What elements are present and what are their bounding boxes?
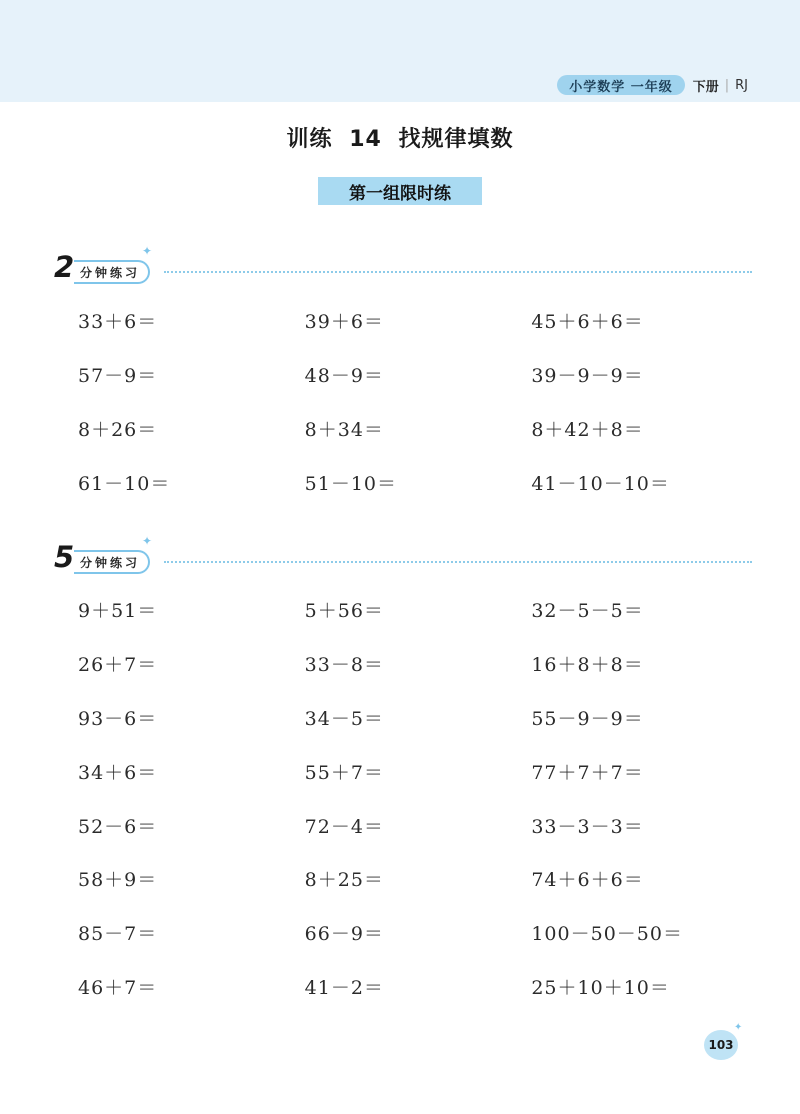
splash-icon: ✦ [734,1022,743,1033]
exercise-row [78,852,758,906]
section-label: 分钟练习 [74,550,150,574]
exercise-item: 45＋6＋6＝ [531,311,644,334]
section-minutes: 2 [54,250,75,284]
exercise-item: 32－5－5＝ [531,600,644,623]
exercise-item: 5＋56＝ [304,600,384,623]
exercise-item: 41－10－10＝ [531,472,670,495]
exercise-item: 8＋26＝ [78,418,158,441]
exercise-item: 72－4＝ [304,815,384,838]
exercise-item: 52－6＝ [78,815,158,838]
exercise-item: 9＋51＝ [78,600,158,623]
exercise-row [78,960,758,1014]
exercise-item: 8＋42＋8＝ [531,418,644,441]
exercise-item: 93－6＝ [78,707,158,730]
exercise-item: 85－7＝ [78,923,158,946]
book-tag [557,74,748,96]
exercise-row [78,402,758,456]
splash-icon: ✦ [142,534,153,548]
exercise-row [78,906,758,960]
exercise-item: 55＋7＝ [304,761,384,784]
page-title: 训练 14 找规律填数 [286,127,514,152]
exercise-row [78,348,758,402]
dotted-divider [164,561,752,563]
exercise-item: 46＋7＝ [78,976,158,999]
exercise-item: 8＋25＝ [304,869,384,892]
splash-icon: ✦ [142,244,153,258]
volume-label: 下册 [692,79,719,95]
exercise-row [78,455,758,509]
dotted-divider [164,271,752,273]
exercise-item: 57－9＝ [78,365,158,388]
edition-label: RJ [735,77,748,93]
exercise-item: 51－10＝ [304,472,398,495]
exercise-item: 100－50－50＝ [531,923,683,946]
exercise-row [78,798,758,852]
exercise-item: 39＋6＝ [304,311,384,334]
section-header-5min [52,534,752,580]
exercise-row [78,744,758,798]
exercise-item: 66－9＝ [304,923,384,946]
exercise-item: 48－9＝ [304,365,384,388]
exercise-item: 41－2＝ [304,976,384,999]
section-header-2min [52,244,752,290]
exercise-item: 25＋10＋10＝ [531,976,670,999]
page-number: 103 [704,1030,738,1060]
exercise-item: 74＋6＋6＝ [531,869,644,892]
exercise-grid-5min [78,583,758,1013]
exercise-item: 33－8＝ [304,654,384,677]
exercise-item: 55－9－9＝ [531,707,644,730]
exercise-row [78,583,758,637]
section-minutes: 5 [54,540,75,574]
exercise-row [78,691,758,745]
exercise-grid-2min [78,294,758,509]
exercise-item: 61－10＝ [78,472,171,495]
exercise-item: 33＋6＝ [78,311,158,334]
exercise-item: 58＋9＝ [78,869,158,892]
exercise-item: 33－3－3＝ [531,815,644,838]
separator: | [724,77,730,93]
exercise-row [78,637,758,691]
group-label: 第一组限时练 [318,177,482,205]
exercise-item: 16＋8＋8＝ [531,654,644,677]
exercise-item: 39－9－9＝ [531,365,644,388]
exercise-item: 34＋6＝ [78,761,158,784]
section-label: 分钟练习 [74,260,150,284]
exercise-item: 77＋7＋7＝ [531,761,644,784]
exercise-item: 26＋7＝ [78,654,158,677]
exercise-item: 34－5＝ [304,707,384,730]
exercise-row [78,294,758,348]
exercise-item: 8＋34＝ [304,418,384,441]
subject-label: 小学数学 一年级 [557,75,685,95]
